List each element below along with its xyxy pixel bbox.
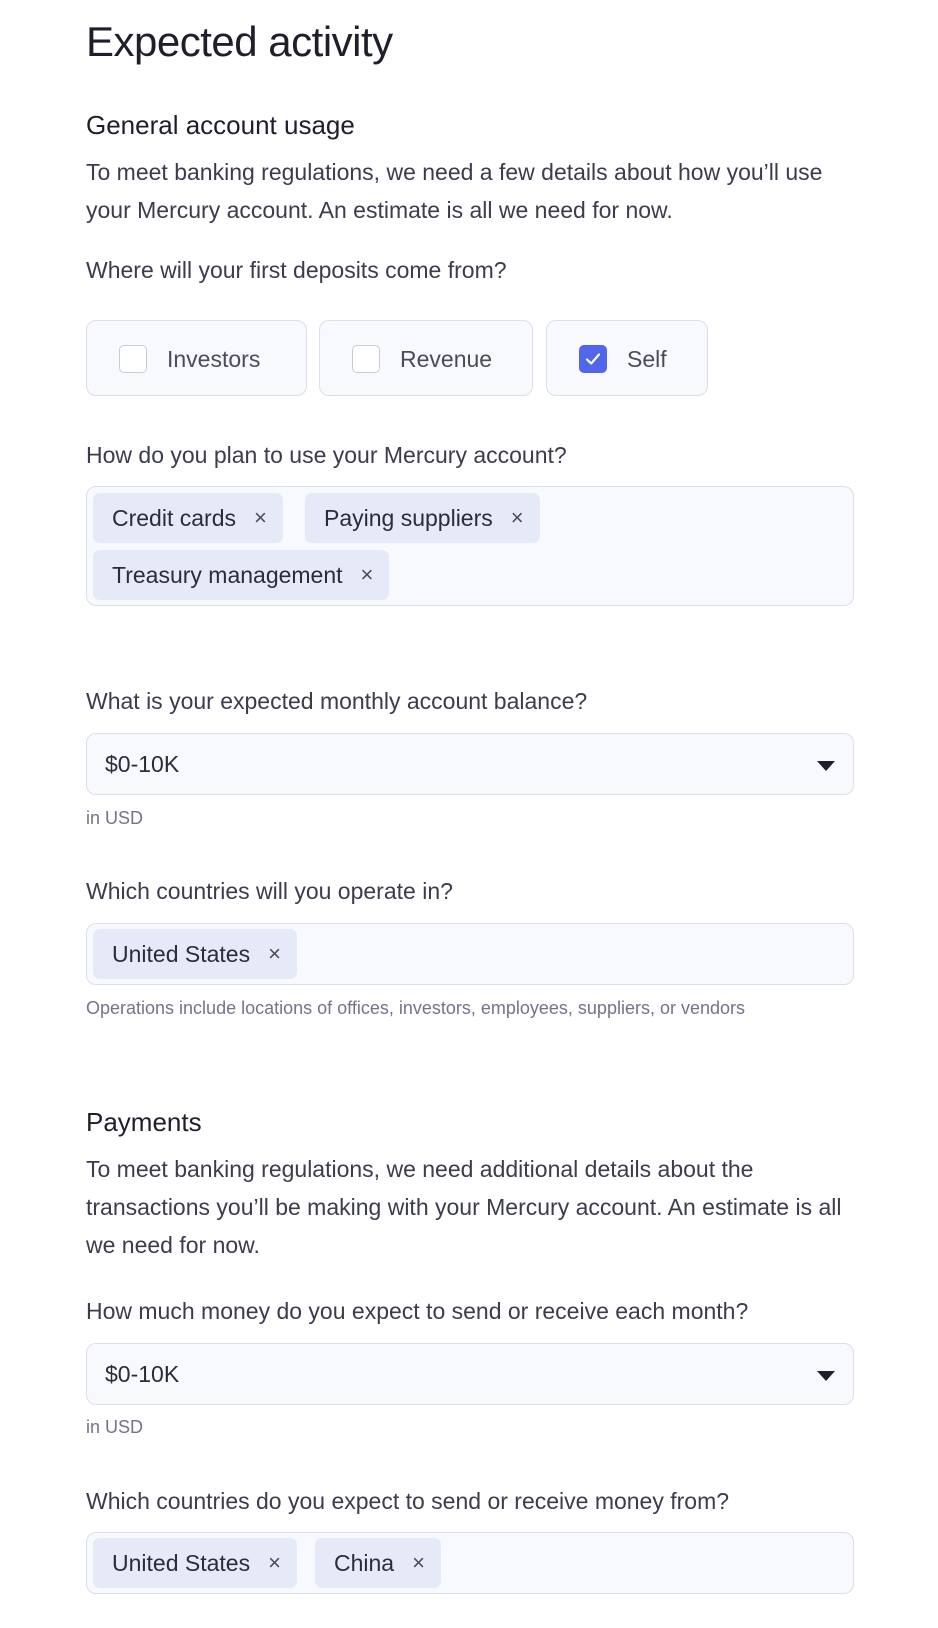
revenue-checkbox[interactable] — [352, 345, 380, 373]
caret-down-icon — [817, 1371, 835, 1381]
balance-question: What is your expected monthly account balance? — [86, 688, 588, 714]
balance-select[interactable] — [86, 733, 854, 795]
usage-question: How do you plan to use your Mercury account? — [86, 442, 567, 468]
remove-tag-icon[interactable]: × — [268, 941, 281, 966]
remove-tag-icon[interactable]: × — [268, 1550, 281, 1575]
investors-label: Investors — [167, 346, 261, 372]
deposits-question: Where will your first deposits come from? — [86, 257, 507, 283]
remove-tag-icon[interactable]: × — [510, 505, 524, 530]
payment-countries-multiselect[interactable] — [86, 1532, 854, 1594]
self-label: Self — [627, 346, 667, 372]
investors-checkbox[interactable] — [119, 345, 147, 373]
caret-down-icon — [817, 761, 835, 771]
deposit-option-self[interactable] — [546, 320, 708, 396]
amount-hint: in USD — [86, 1417, 144, 1437]
remove-tag-icon[interactable]: × — [360, 562, 374, 587]
deposit-option-investors[interactable] — [86, 320, 307, 396]
amount-select[interactable] — [86, 1343, 854, 1405]
country-tag-united-states — [93, 929, 297, 979]
revenue-label: Revenue — [400, 346, 493, 372]
remove-tag-icon[interactable]: × — [412, 1550, 425, 1575]
usage-tag-label: Credit cards — [112, 504, 236, 531]
usage-tag-treasury-management — [93, 550, 389, 600]
usage-multiselect[interactable] — [86, 486, 854, 606]
usage-tag-label: Treasury management — [112, 561, 343, 588]
country-tag-united-states — [93, 1538, 297, 1588]
country-tag-label: United States — [112, 1549, 251, 1576]
usage-tag-paying-suppliers — [305, 493, 540, 543]
usage-tag-label: Paying suppliers — [324, 504, 493, 531]
payments-heading: Payments — [86, 1107, 202, 1137]
payments-description: To meet banking regulations, we need additional details about the transactions you’ll be making with your Mercury account. An estimate is all we need for now. — [86, 1156, 842, 1258]
country-tag-label: China — [334, 1549, 395, 1576]
operate-countries-multiselect[interactable] — [86, 923, 854, 985]
deposit-option-revenue[interactable] — [319, 320, 533, 396]
general-usage-description: To meet banking regulations, we need a few details about how you’ll use your Mercury account. An estimate is all we need for now. — [86, 159, 823, 223]
general-usage-heading: General account usage — [86, 110, 355, 140]
amount-question: How much money do you expect to send or receive each month? — [86, 1298, 749, 1324]
operate-countries-question: Which countries will you operate in? — [86, 878, 453, 904]
operate-countries-hint: Operations include locations of offices, investors, employees, suppliers, or vendors — [86, 998, 746, 1018]
usage-tag-credit-cards — [93, 493, 283, 543]
amount-select-value: $0-10K — [105, 1361, 180, 1387]
payment-countries-question: Which countries do you expect to send or receive money from? — [86, 1488, 730, 1514]
country-tag-china — [315, 1538, 441, 1588]
country-tag-label: United States — [112, 940, 251, 967]
balance-hint: in USD — [86, 808, 144, 828]
remove-tag-icon[interactable]: × — [253, 505, 267, 530]
check-icon — [584, 350, 602, 368]
balance-select-value: $0-10K — [105, 751, 180, 777]
page-title: Expected activity — [86, 18, 393, 65]
self-checkbox[interactable] — [579, 345, 607, 373]
